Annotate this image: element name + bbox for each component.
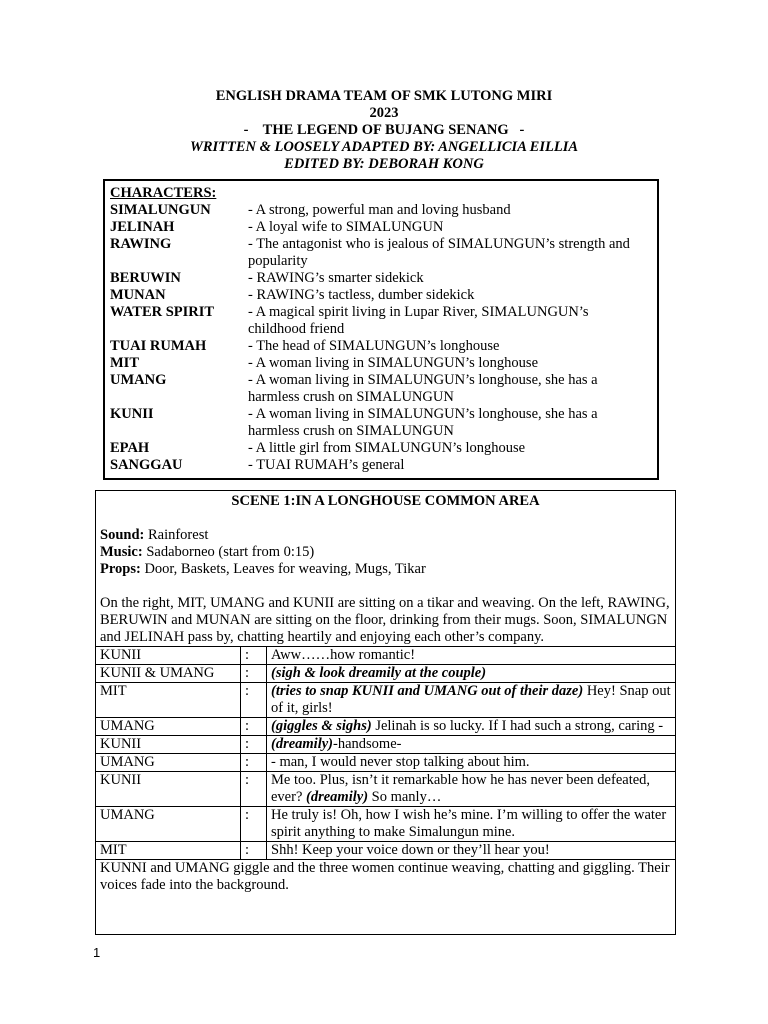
stage-direction: (dreamily) (306, 789, 369, 805)
dialogue-text (267, 718, 676, 736)
separator: : (241, 807, 267, 842)
document-header (0, 88, 768, 173)
character-name: UMANG (110, 372, 167, 388)
speaker: KUNII (96, 647, 241, 665)
dialogue-row (96, 683, 675, 718)
dialogue-row (96, 772, 675, 807)
character-name: SIMALUNGUN (110, 202, 211, 218)
music-value: Sadaborneo (start from 0:15) (142, 544, 315, 560)
separator: : (241, 754, 267, 772)
scene-description: On the right, MIT, UMANG and KUNII are sitting on a tikar and weaving. On the left, RAWING, BERUWIN and MUNAN are sitting on the floor, drinking from their mugs. Soon, SIMALUNGN and JELINAH pass by, chatting heartily and enjoying each other’s company. (100, 595, 670, 645)
dialogue-row (96, 754, 675, 772)
sound-value: Rainforest (144, 527, 209, 543)
character-desc: - The head of SIMALUNGUN’s longhouse (248, 338, 500, 354)
dialogue-text (267, 754, 676, 772)
props-label: Props: (100, 561, 141, 577)
separator: : (241, 683, 267, 718)
dialogue-line: He truly is! Oh, how I wish he’s mine. I’m willing to offer the water spirit anything to make Simalungun mine. (271, 807, 667, 840)
speaker: UMANG (96, 754, 241, 772)
character-name: MUNAN (110, 287, 166, 303)
dialogue-row (96, 807, 675, 842)
character-row (110, 304, 657, 338)
character-desc: - TUAI RUMAH’s general (248, 457, 405, 473)
header-editor: EDITED BY: DEBORAH KONG (284, 156, 484, 172)
dialogue-text (267, 736, 676, 754)
character-desc: - A loyal wife to SIMALUNGUN (248, 219, 444, 235)
character-row (110, 406, 657, 440)
speaker: KUNII (96, 736, 241, 754)
character-name: EPAH (110, 440, 150, 456)
character-desc: - A woman living in SIMALUNGUN’s longhouse, she has a harmless crush on SIMALUNGUN (248, 372, 598, 405)
character-name: MIT (110, 355, 139, 371)
separator: : (241, 842, 267, 860)
page-number: 1 (93, 945, 101, 960)
dialogue-row (96, 647, 675, 665)
header-team: ENGLISH DRAMA TEAM OF SMK LUTONG MIRI (215, 88, 553, 104)
dialogue-text (267, 842, 676, 860)
separator: : (241, 772, 267, 807)
props-value: Door, Baskets, Leaves for weaving, Mugs, Tikar (140, 561, 426, 577)
dialogue-text (267, 807, 676, 842)
dialogue-row (96, 718, 675, 736)
character-row (110, 287, 657, 304)
speaker: UMANG (96, 718, 241, 736)
header-author: WRITTEN & LOOSELY ADAPTED BY: ANGELLICIA EILLIA (189, 139, 579, 155)
character-row (110, 440, 657, 457)
character-row (110, 219, 657, 236)
characters-title: CHARACTERS: (110, 185, 217, 201)
character-name: BERUWIN (110, 270, 181, 286)
character-desc: - A strong, powerful man and loving husband (248, 202, 511, 218)
music-line (100, 544, 671, 561)
character-row (110, 270, 657, 287)
character-row (110, 202, 657, 219)
scene-box (95, 490, 676, 935)
characters-box (103, 179, 659, 480)
dialogue-text (267, 647, 676, 665)
character-row (110, 372, 657, 406)
scene-title: SCENE 1:IN A LONGHOUSE COMMON AREA (231, 493, 540, 509)
dialogue-row (96, 665, 675, 683)
character-row (110, 338, 657, 355)
header-year: 2023 (369, 105, 399, 121)
dialogue-line: So manly… (368, 789, 442, 805)
dialogue-text (267, 665, 676, 683)
dialogue-line: - man, I would never stop talking about him. (271, 754, 530, 770)
character-desc: - A little girl from SIMALUNGUN’s longhouse (248, 440, 526, 456)
separator: : (241, 665, 267, 683)
speaker: KUNII & UMANG (96, 665, 241, 683)
speaker: MIT (96, 842, 241, 860)
separator: : (241, 718, 267, 736)
dialogue-line: Me too. Plus, isn’t it remarkable how he has never been defeated, ever? (271, 772, 651, 805)
music-label: Music: (100, 544, 143, 560)
dialogue-line: Hey! Snap out of it, girls! (271, 683, 671, 716)
character-desc: - A magical spirit living in Lupar River, SIMALUNGUN’s childhood friend (248, 304, 589, 337)
character-row (110, 236, 657, 270)
character-name: JELINAH (110, 219, 175, 235)
dialogue-text (267, 683, 676, 718)
character-name: SANGGAU (110, 457, 183, 473)
sound-label: Sound: (100, 527, 145, 543)
stage-direction: (dreamily) (271, 736, 334, 752)
speaker: MIT (96, 683, 241, 718)
dialogue-line: Jelinah is so lucky. If I had such a strong, caring - (371, 718, 664, 734)
speaker: KUNII (96, 772, 241, 807)
dialogue-text (267, 772, 676, 807)
character-desc: - The antagonist who is jealous of SIMALUNGUN’s strength and popularity (248, 236, 630, 269)
character-desc: - A woman living in SIMALUNGUN’s longhouse, she has a harmless crush on SIMALUNGUN (248, 406, 598, 439)
character-name: RAWING (110, 236, 172, 252)
character-name: WATER SPIRIT (110, 304, 215, 320)
dialogue-line: Shh! Keep your voice down or they’ll hear you! (271, 842, 550, 858)
character-desc: - RAWING’s smarter sidekick (248, 270, 424, 286)
speaker: UMANG (96, 807, 241, 842)
dialogue-line: Aww……how romantic! (271, 647, 416, 663)
character-row (110, 457, 657, 474)
play-title: - THE LEGEND OF BUJANG SENANG - (243, 122, 525, 138)
dialogue-line: -handsome- (333, 736, 402, 752)
separator: : (241, 736, 267, 754)
scene-intro (96, 491, 675, 646)
character-name: KUNII (110, 406, 154, 422)
character-desc: - RAWING’s tactless, dumber sidekick (248, 287, 475, 303)
props-line (100, 561, 671, 578)
dialogue-row (96, 842, 675, 860)
dialogue-table (96, 646, 675, 859)
character-name: TUAI RUMAH (110, 338, 207, 354)
stage-direction: (sigh & look dreamily at the couple) (271, 665, 487, 681)
character-desc: - A woman living in SIMALUNGUN’s longhouse (248, 355, 538, 371)
closing-stage-direction: KUNNI and UMANG giggle and the three women continue weaving, chatting and giggling. Their voices fade into the background. (96, 859, 675, 894)
stage-direction: (tries to snap KUNII and UMANG out of their daze) (271, 683, 584, 699)
stage-direction: (giggles & sighs) (271, 718, 372, 734)
dialogue-row (96, 736, 675, 754)
sound-line (100, 527, 671, 544)
separator: : (241, 647, 267, 665)
character-row (110, 355, 657, 372)
